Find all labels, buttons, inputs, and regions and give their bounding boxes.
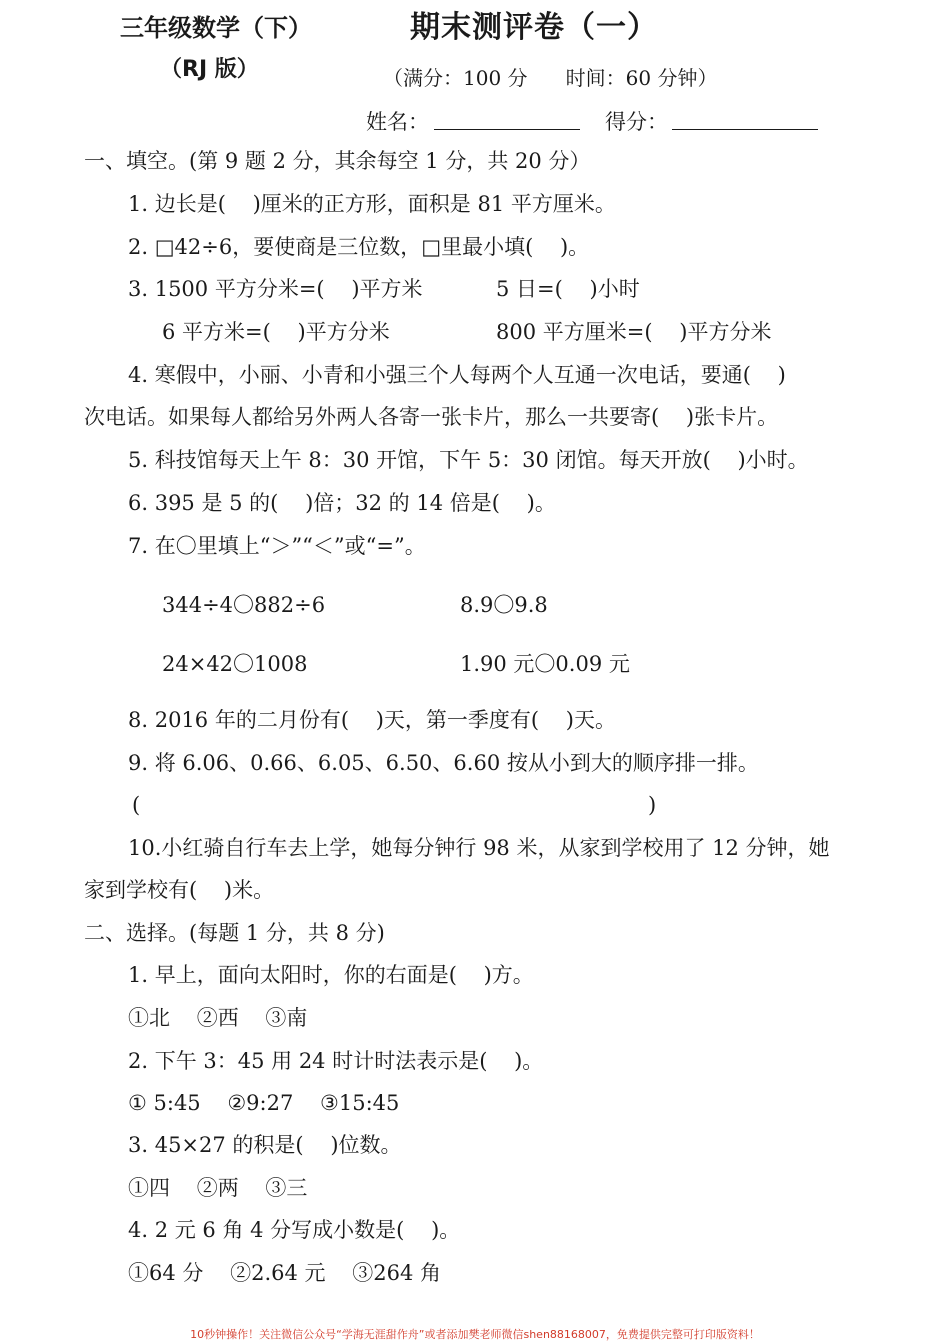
edition-label: （RJ 版） xyxy=(160,57,259,82)
s1-question-7: 7. 在〇里填上“＞”“＜”或“=”。 xyxy=(128,534,426,558)
s1-question-3d: 800 平方厘米=( )平方分米 xyxy=(496,320,772,344)
s2-question-3-options: ①四 ②两 ③三 xyxy=(128,1176,308,1200)
score-label: 得分： xyxy=(605,110,668,134)
s1-question-10-line2: 家到学校有( )米。 xyxy=(84,878,275,902)
grade-subject: 三年级数学（下） xyxy=(120,14,312,42)
page-title: 期末测评卷（一） xyxy=(410,10,658,45)
s1-question-2: 2. □42÷6，要使商是三位数，□里最小填( )。 xyxy=(128,235,590,259)
section2-heading: 二、选择。(每题 1 分，共 8 分) xyxy=(84,921,385,945)
s1-question-5: 5. 科技馆每天上午 8：30 开馆，下午 5：30 闭馆。每天开放( )小时。 xyxy=(128,448,809,472)
exam-meta: （满分：100 分 时间：60 分钟） xyxy=(383,66,718,90)
s1-question-3a: 3. 1500 平方分米=( )平方米 xyxy=(128,277,423,301)
name-label: 姓名： xyxy=(366,110,429,134)
s2-question-3: 3. 45×27 的积是( )位数。 xyxy=(128,1133,402,1157)
score-field[interactable] xyxy=(672,129,818,130)
s2-question-2: 2. 下午 3：45 用 24 时计时法表示是( )。 xyxy=(128,1049,544,1073)
s1-question-9-open: ( xyxy=(132,793,141,817)
s1-question-4-line2: 次电话。如果每人都给另外两人各寄一张卡片，那么一共要寄( )张卡片。 xyxy=(84,405,779,429)
s2-question-2-options: ① 5:45 ②9:27 ③15:45 xyxy=(128,1091,400,1115)
section1-heading: 一、填空。(第 9 题 2 分，其余每空 1 分，共 20 分） xyxy=(84,149,591,173)
s2-question-1: 1. 早上，面向太阳时，你的右面是( )方。 xyxy=(128,963,534,987)
s1-question-9: 9. 将 6.06、0.66、6.05、6.50、6.60 按从小到大的顺序排一排。 xyxy=(128,751,759,775)
s1-question-6: 6. 395 是 5 的( )倍；32 的 14 倍是( )。 xyxy=(128,491,556,515)
s2-question-4-options: ①64 分 ②2.64 元 ③264 角 xyxy=(128,1261,441,1285)
footer-notice: 10秒钟操作！关注微信公众号“学海无涯甜作舟”或者添加樊老师微信shen88168007，免费提供完整可打印版资料！ xyxy=(190,1328,760,1341)
s2-question-1-options: ①北 ②西 ③南 xyxy=(128,1006,308,1030)
s1-question-7d: 1.90 元〇0.09 元 xyxy=(460,652,630,676)
s1-question-3c: 6 平方米=( )平方分米 xyxy=(162,320,390,344)
s1-question-9-close: ) xyxy=(648,793,657,817)
s1-question-10-line1: 10.小红骑自行车去上学，她每分钟行 98 米，从家到学校用了 12 分钟，她 xyxy=(128,836,830,860)
s1-question-7b: 8.9〇9.8 xyxy=(460,593,548,617)
s1-question-1: 1. 边长是( )厘米的正方形，面积是 81 平方厘米。 xyxy=(128,192,616,216)
s1-question-7a: 344÷4〇882÷6 xyxy=(162,593,326,617)
s1-question-3b: 5 日=( )小时 xyxy=(496,277,640,301)
s1-question-7c: 24×42〇1008 xyxy=(162,652,308,676)
s1-question-8: 8. 2016 年的二月份有( )天，第一季度有( )天。 xyxy=(128,708,617,732)
name-field[interactable] xyxy=(434,129,580,130)
s2-question-4: 4. 2 元 6 角 4 分写成小数是( )。 xyxy=(128,1218,461,1242)
s1-question-4-line1: 4. 寒假中，小丽、小青和小强三个人每两个人互通一次电话，要通( ) xyxy=(128,363,786,387)
